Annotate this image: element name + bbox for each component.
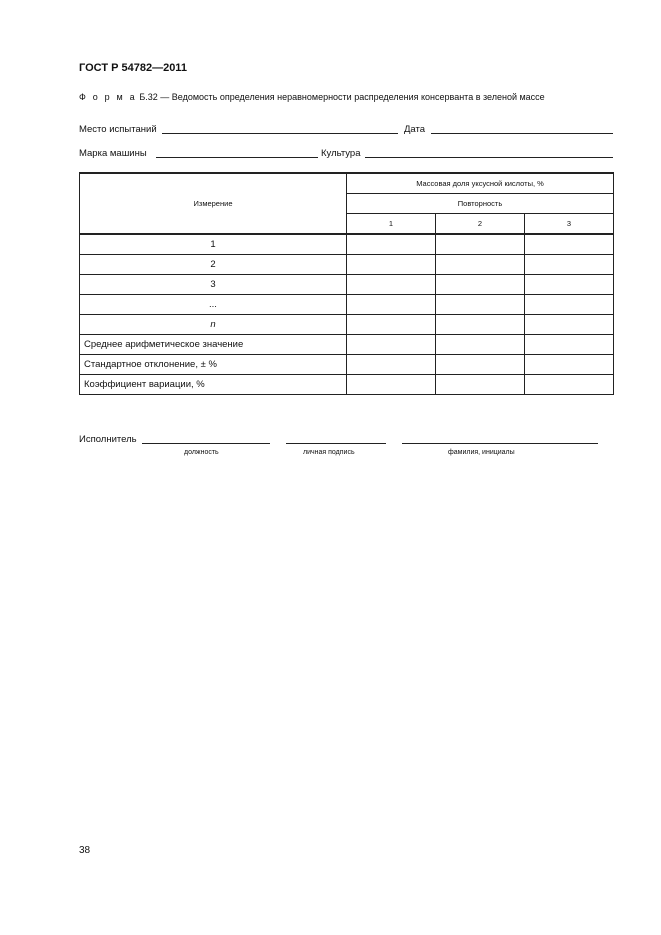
header-repeat-2: 2 (436, 214, 525, 235)
table-cell[interactable] (436, 315, 525, 335)
table-row (80, 315, 614, 335)
table-cell[interactable] (436, 275, 525, 295)
table-cell[interactable] (436, 295, 525, 315)
table-cell[interactable] (436, 255, 525, 275)
table-cell[interactable] (347, 355, 436, 375)
executor-label: Исполнитель (79, 434, 137, 445)
header-repeat-1: 1 (347, 214, 436, 235)
name-caption: фамилия, инициалы (448, 449, 515, 456)
table-cell[interactable] (347, 234, 436, 255)
place-label: Место испытаний (79, 124, 157, 135)
row-label: 3 (80, 275, 347, 295)
form-prefix: Ф о р м а (79, 92, 137, 102)
table-cell[interactable] (525, 315, 614, 335)
table-cell[interactable] (525, 255, 614, 275)
page-number: 38 (79, 845, 91, 856)
crop-field[interactable] (365, 157, 613, 158)
position-caption: должность (184, 449, 219, 456)
header-repeat: Повторность (347, 194, 614, 214)
table-row (80, 335, 614, 355)
table-cell[interactable] (347, 375, 436, 395)
machine-field[interactable] (156, 157, 318, 158)
date-field[interactable] (431, 133, 613, 134)
table-row (80, 355, 614, 375)
results-table (79, 172, 614, 395)
form-title-line (79, 92, 545, 102)
header-repeat-3: 3 (525, 214, 614, 235)
date-label: Дата (404, 124, 426, 135)
row-label: Среднее арифметическое значение (80, 335, 347, 355)
table-cell[interactable] (525, 234, 614, 255)
row-label: 1 (80, 234, 347, 255)
row-label: Стандартное отклонение, ± % (80, 355, 347, 375)
table-cell[interactable] (436, 355, 525, 375)
crop-label: Культура (321, 148, 361, 159)
table-cell[interactable] (347, 275, 436, 295)
table-cell[interactable] (436, 234, 525, 255)
document-header: ГОСТ Р 54782—2011 (79, 62, 187, 74)
table-cell[interactable] (347, 335, 436, 355)
table-cell[interactable] (525, 295, 614, 315)
table-cell[interactable] (525, 335, 614, 355)
table-cell[interactable] (347, 255, 436, 275)
position-field[interactable] (142, 443, 270, 444)
table-cell[interactable] (525, 275, 614, 295)
table-cell[interactable] (347, 295, 436, 315)
header-mass-fraction: Массовая доля уксусной кислоты, % (347, 173, 614, 194)
row-label: 2 (80, 255, 347, 275)
name-field[interactable] (402, 443, 598, 444)
row-label: Коэффициент вариации, % (80, 375, 347, 395)
table-cell[interactable] (525, 355, 614, 375)
table-cell[interactable] (347, 315, 436, 335)
table-cell[interactable] (525, 375, 614, 395)
table-row (80, 295, 614, 315)
signature-caption: личная подпись (303, 449, 355, 456)
row-label: ... (80, 295, 347, 315)
table-cell[interactable] (436, 335, 525, 355)
table-row (80, 234, 614, 255)
row-label: n (80, 315, 347, 335)
table-row (80, 275, 614, 295)
table-row (80, 255, 614, 275)
place-field[interactable] (162, 133, 398, 134)
header-measure: Измерение (80, 173, 347, 234)
table-row (80, 375, 614, 395)
signature-field[interactable] (286, 443, 386, 444)
form-title: Б.32 — Ведомость определения неравномерности распределения консерванта в зеленой массе (139, 92, 545, 102)
table-cell[interactable] (436, 375, 525, 395)
machine-label: Марка машины (79, 148, 147, 159)
